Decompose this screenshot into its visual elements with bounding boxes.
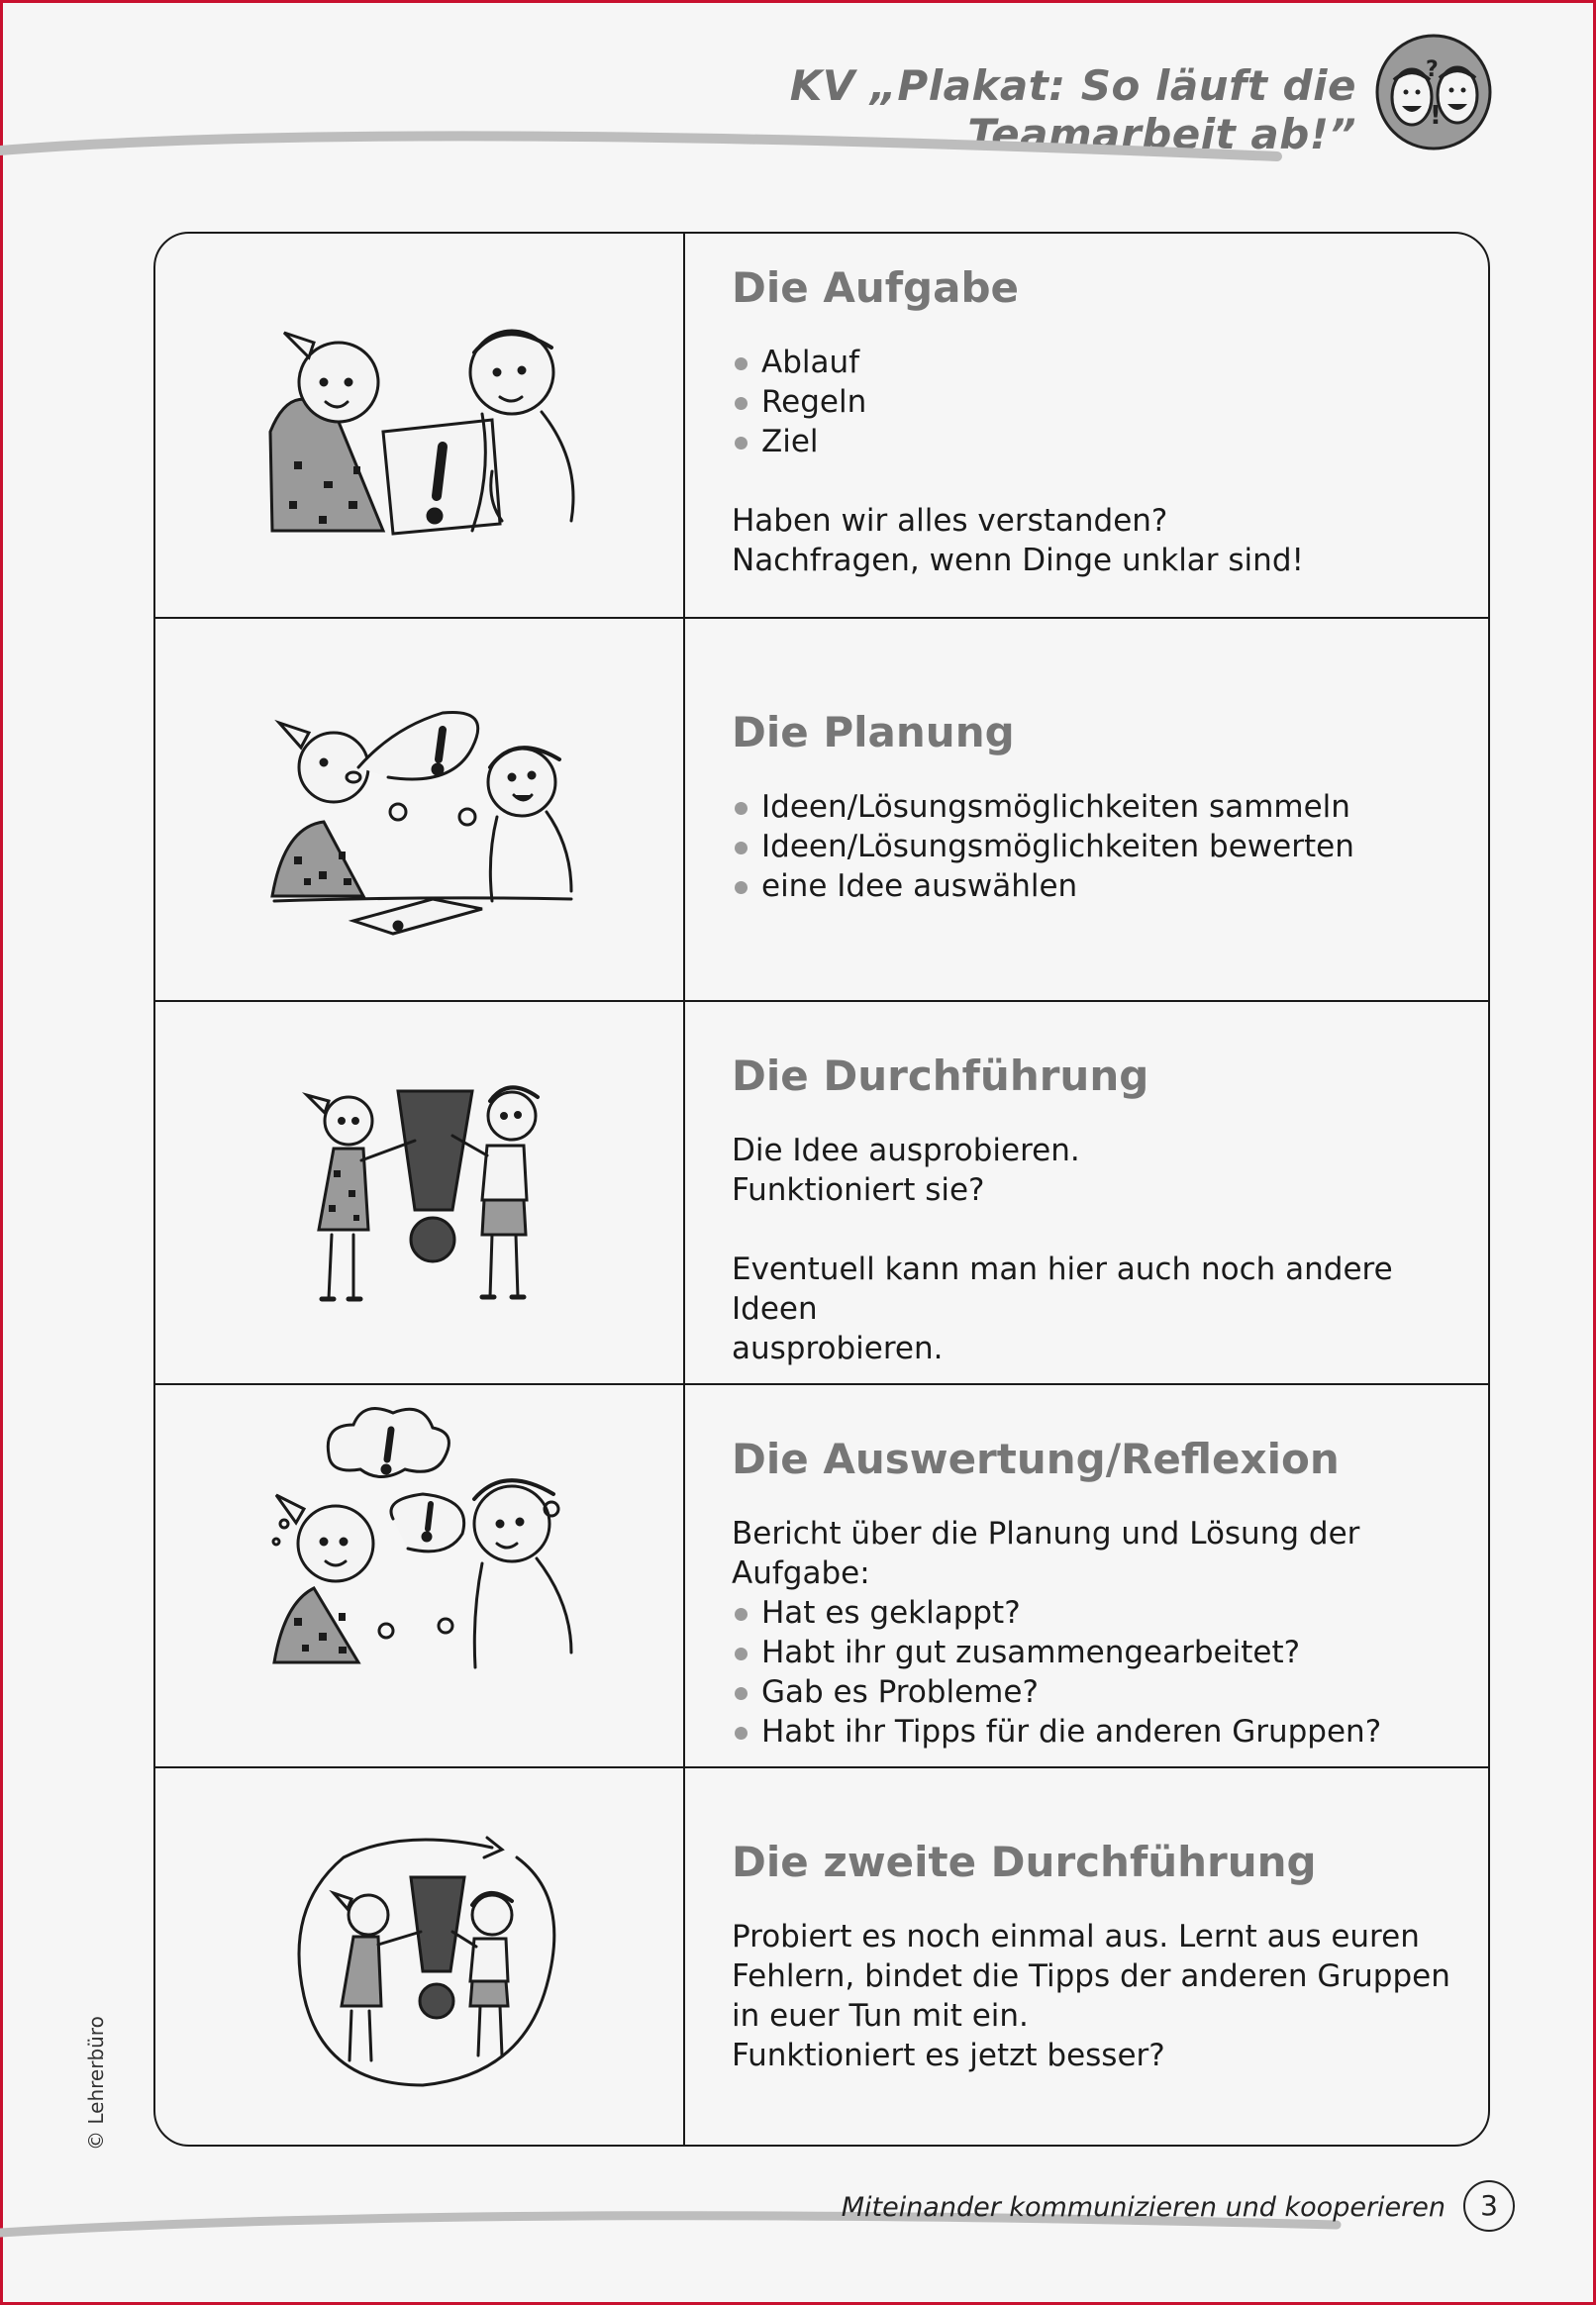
two-faces-question-exclamation-icon <box>1374 33 1493 151</box>
list-item: Ablauf <box>732 343 1468 382</box>
table-row <box>155 1766 1488 2147</box>
text-line: Die Idee ausprobieren. <box>732 1133 1080 1168</box>
illustration-cell <box>155 1002 685 1383</box>
table-row <box>155 1000 1488 1383</box>
svg-text:!: ! <box>1430 101 1442 131</box>
list-item: Hat es geklappt? <box>732 1593 1468 1633</box>
list-item: Ziel <box>732 422 1468 461</box>
page-number: 3 <box>1463 2180 1515 2232</box>
section-content <box>732 708 1468 906</box>
steps-table <box>153 232 1490 2147</box>
table-row <box>155 1383 1488 1766</box>
text-line: Funktioniert sie? <box>732 1172 985 1208</box>
page-title: KV „Plakat: So läuft die Teamarbeit ab!” <box>789 61 1356 158</box>
text-line: Haben wir alles verstanden? <box>732 503 1168 539</box>
text-line: Funktioniert es jetzt besser? <box>732 2038 1165 2073</box>
list-item: Gab es Probleme? <box>732 1672 1468 1712</box>
copyright-note: © Lehrerbüro <box>84 2016 108 2151</box>
illustration-cell <box>155 234 685 617</box>
list-item: Habt ihr gut zusammengearbeitet? <box>732 1633 1468 1672</box>
svg-text:?: ? <box>1426 57 1439 82</box>
text-line: Bericht über die Planung und Lösung der Aufgabe: <box>732 1516 1360 1591</box>
section-heading: Die Aufgabe <box>732 263 1020 312</box>
text-line: Nachfragen, wenn Dinge unklar sind! <box>732 543 1304 578</box>
list-item: Habt ihr Tipps für die anderen Gruppen? <box>732 1712 1468 1752</box>
text-line: Fehlern, bindet die Tipps der anderen Gruppen <box>732 1958 1450 1994</box>
bullet-list <box>732 343 1468 461</box>
header-swoosh <box>0 119 1287 168</box>
list-item: Regeln <box>732 382 1468 422</box>
illustration-cell <box>155 1768 685 2147</box>
section-content <box>732 1435 1468 1752</box>
text-line: Eventuell kann man hier auch noch andere Ideen <box>732 1252 1393 1327</box>
list-item: Ideen/Lösungsmöglichkeiten sammeln <box>732 787 1468 827</box>
text-line: ausprobieren. <box>732 1331 944 1366</box>
section-content <box>732 263 1468 580</box>
table-row <box>155 234 1488 617</box>
list-item: Ideen/Lösungsmöglichkeiten bewerten <box>732 827 1468 866</box>
children-exclamation-repeat-circle-icon <box>155 1768 685 2147</box>
section-heading: Die Durchführung <box>732 1052 1149 1100</box>
list-item: eine Idee auswählen <box>732 866 1468 906</box>
children-holding-big-exclamation-icon <box>155 1002 685 1385</box>
text-line: in euer Tun mit ein. <box>732 1998 1029 2034</box>
children-thinking-cloud-icon <box>155 1385 685 1768</box>
bullet-list <box>732 787 1468 906</box>
text-line: Probiert es noch einmal aus. Lernt aus euren <box>732 1919 1420 1954</box>
illustration-cell <box>155 619 685 1000</box>
children-talking-idea-bubble-icon <box>155 619 685 1002</box>
section-heading: Die Auswertung/Reflexion <box>732 1435 1340 1483</box>
illustration-cell <box>155 1385 685 1766</box>
section-content <box>732 1838 1468 2075</box>
bullet-list <box>732 1593 1468 1752</box>
section-heading: Die Planung <box>732 708 1015 756</box>
table-row <box>155 617 1488 1000</box>
section-content <box>732 1052 1468 1368</box>
children-holding-paper-with-exclamation-icon <box>155 234 685 617</box>
section-heading: Die zweite Durchführung <box>732 1838 1317 1886</box>
footer-subtitle: Miteinander kommunizieren und kooperieren <box>841 2192 1446 2223</box>
